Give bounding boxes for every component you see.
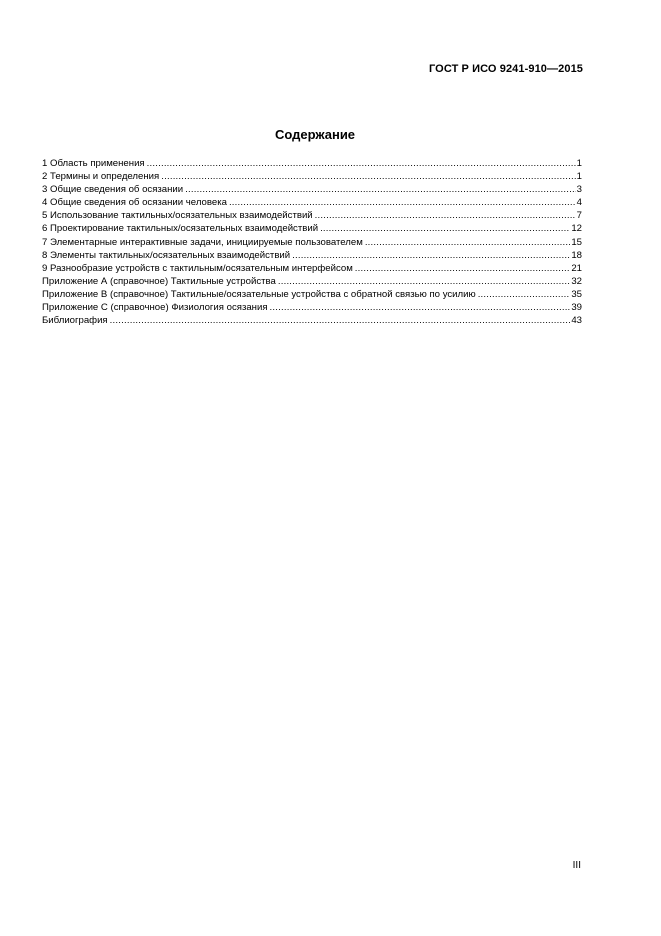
toc-leader-dots bbox=[147, 157, 576, 170]
toc-entry-page: 3 bbox=[576, 184, 582, 196]
toc-entry-page: 15 bbox=[571, 236, 582, 248]
table-of-contents bbox=[42, 157, 582, 327]
toc-entry-page: 21 bbox=[571, 262, 582, 274]
toc-entry[interactable] bbox=[42, 209, 582, 222]
toc-leader-dots bbox=[110, 314, 571, 327]
toc-entry-page: 32 bbox=[571, 275, 582, 287]
toc-leader-dots bbox=[270, 301, 571, 314]
toc-entry[interactable] bbox=[42, 275, 582, 288]
toc-leader-dots bbox=[161, 170, 575, 183]
toc-entry-page: 7 bbox=[576, 210, 582, 222]
toc-entry-page: 1 bbox=[576, 171, 582, 183]
toc-entry-title: 4 Общие сведения об осязании человека bbox=[42, 197, 227, 209]
toc-entry-title: 7 Элементарные интерактивные задачи, инициируемые пользователем bbox=[42, 236, 363, 248]
toc-entry[interactable] bbox=[42, 183, 582, 196]
toc-leader-dots bbox=[355, 262, 571, 275]
toc-entry-title: 8 Элементы тактильных/осязательных взаимодействий bbox=[42, 249, 291, 261]
toc-leader-dots bbox=[278, 275, 570, 288]
toc-entry-page: 39 bbox=[571, 302, 582, 314]
toc-leader-dots bbox=[315, 209, 576, 222]
toc-entry[interactable] bbox=[42, 222, 582, 235]
toc-entry-title: 3 Общие сведения об осязании bbox=[42, 184, 184, 196]
toc-entry-page: 35 bbox=[571, 288, 582, 300]
toc-entry-page: 43 bbox=[571, 315, 582, 327]
toc-entry-page: 12 bbox=[571, 223, 582, 235]
toc-leader-dots bbox=[478, 288, 571, 301]
toc-entry[interactable] bbox=[42, 170, 582, 183]
toc-entry[interactable] bbox=[42, 157, 582, 170]
toc-entry-title: 1 Область применения bbox=[42, 158, 145, 169]
toc-entry-title: Приложение А (справочное) Тактильные устройства bbox=[42, 275, 276, 287]
document-header: ГОСТ Р ИСО 9241-910—2015 bbox=[428, 63, 583, 75]
toc-entry[interactable] bbox=[42, 236, 582, 249]
toc-entry[interactable] bbox=[42, 288, 582, 301]
toc-leader-dots bbox=[365, 236, 571, 249]
toc-entry-title: Приложение В (справочное) Тактильные/осязательные устройства с обратной связью по усилию bbox=[42, 288, 476, 300]
toc-entry-page: 4 bbox=[576, 197, 582, 209]
toc-entry-title: Библиография bbox=[42, 315, 108, 327]
toc-entry-page: 18 bbox=[571, 249, 582, 261]
toc-entry-page: 1 bbox=[576, 158, 582, 169]
toc-entry[interactable] bbox=[42, 262, 582, 275]
toc-leader-dots bbox=[229, 196, 576, 209]
page-title: Содержание bbox=[274, 127, 356, 142]
toc-entry-title: 2 Термины и определения bbox=[42, 171, 160, 183]
toc-entry-title: Приложение С (справочное) Физиология осязания bbox=[42, 302, 268, 314]
toc-entry-title: 6 Проектирование тактильных/осязательных взаимодействий bbox=[42, 223, 319, 235]
toc-entry[interactable] bbox=[42, 196, 582, 209]
toc-leader-dots bbox=[320, 222, 570, 235]
toc-entry[interactable] bbox=[42, 249, 582, 262]
toc-entry[interactable] bbox=[42, 301, 582, 314]
toc-entry-title: 9 Разнообразие устройств с тактильным/осязательным интерфейсом bbox=[42, 262, 353, 274]
toc-entry[interactable] bbox=[42, 314, 582, 327]
toc-entry-title: 5 Использование тактильных/осязательных взаимодействий bbox=[42, 210, 313, 222]
page-number: III bbox=[572, 860, 581, 871]
toc-leader-dots bbox=[185, 183, 576, 196]
toc-leader-dots bbox=[292, 249, 570, 262]
